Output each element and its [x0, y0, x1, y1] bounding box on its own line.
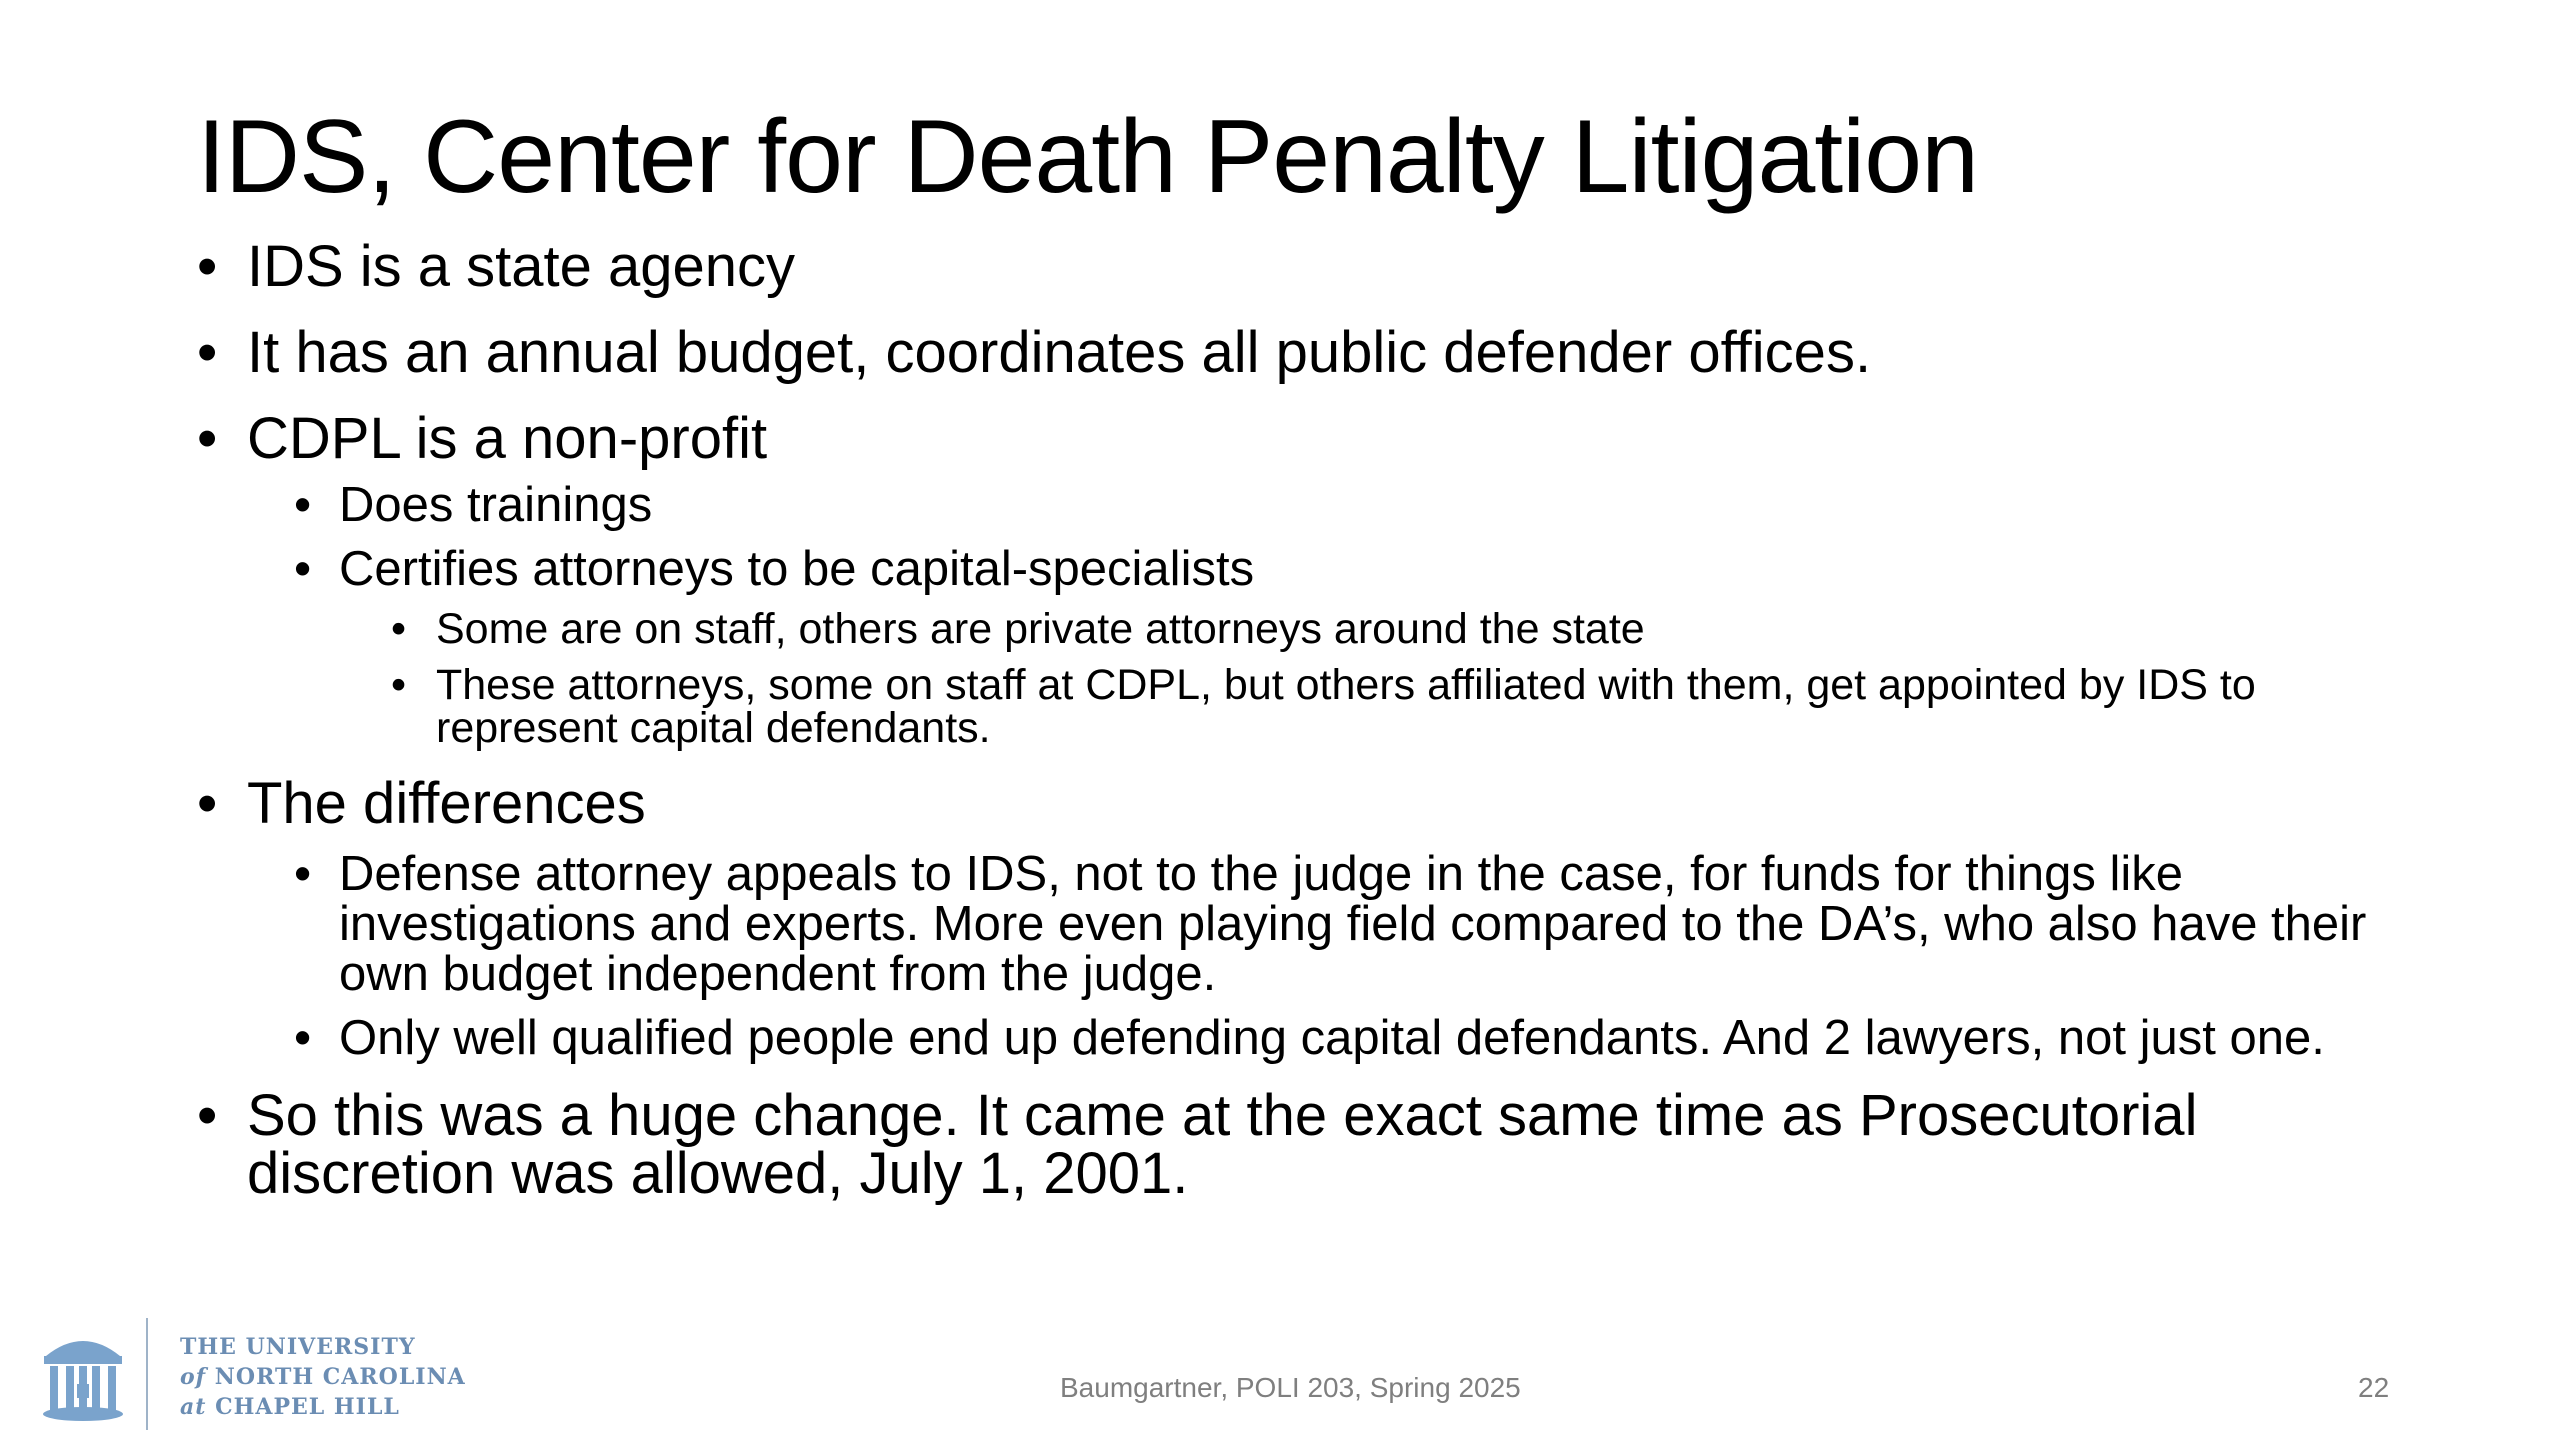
bullet-dot: • — [294, 847, 312, 901]
bullet-item — [197, 320, 2407, 385]
slide-title: IDS, Center for Death Penalty Litigation — [197, 99, 1978, 215]
bullet-item — [197, 771, 2407, 836]
bullet-text: So this was a huge change. It came at the exact same time as Prosecutorial discretion was allowed, July 1, 2001. — [247, 1083, 2198, 1206]
footer-text: Baumgartner, POLI 203, Spring 2025 — [1060, 1372, 1521, 1403]
logo-line-3-rest: CHAPEL HILL — [206, 1394, 400, 1420]
bullet-dot: • — [294, 478, 312, 532]
unc-logo — [40, 1318, 466, 1438]
bullet-dot: • — [197, 406, 218, 471]
bullet-dot: • — [294, 1011, 312, 1065]
logo-wordmark — [180, 1332, 466, 1422]
bullet-text: IDS is a state agency — [247, 234, 796, 299]
bullet-item — [197, 1083, 2407, 1206]
bullet-text: It has an annual budget, coordinates all public defender offices. — [247, 320, 1872, 385]
bullet-dot: • — [294, 542, 312, 596]
bullet-text: Some are on staff, others are private attorneys around the state — [436, 605, 1645, 653]
logo-line-3 — [180, 1392, 466, 1422]
bullet-dot: • — [391, 661, 407, 709]
bullet-text: Certifies attorneys to be capital-specialists — [339, 542, 1255, 596]
bullet-text: CDPL is a non-profit — [247, 406, 768, 471]
bullet-dot: • — [197, 234, 218, 299]
logo-line-2-rest: NORTH CAROLINA — [206, 1364, 466, 1390]
logo-line-2-prefix: of — [180, 1364, 207, 1390]
bullet-text: Does trainings — [339, 478, 653, 532]
bullet-dot: • — [197, 771, 218, 836]
bullet-text: The differences — [247, 771, 646, 836]
sub-bullet-item — [294, 480, 2407, 530]
bullet-text: Only well qualified people end up defending capital defendants. And 2 lawyers, not just one. — [339, 1011, 2325, 1065]
bullet-text: These attorneys, some on staff at CDPL, but others affiliated with them, get appointed by IDS to represent capital defendants. — [436, 661, 2256, 752]
bullet-dot: • — [197, 320, 218, 385]
bullet-item — [197, 406, 2407, 471]
sub-sub-bullet-item — [391, 605, 2407, 653]
logo-line-2 — [180, 1362, 466, 1392]
sub-bullet-item — [294, 1013, 2407, 1063]
bullet-dot: • — [197, 1083, 218, 1148]
slide-body — [197, 234, 2407, 1206]
logo-line-1: THE UNIVERSITY — [180, 1334, 416, 1360]
page-number: 22 — [2358, 1372, 2390, 1403]
bullet-dot: • — [391, 605, 407, 653]
sub-bullet-item — [294, 544, 2407, 594]
bullet-text: Defense attorney appeals to IDS, not to the judge in the case, for funds for things like investigations and experts. More even playing field compared to the DA’s, who also have their own budget independent from the judge. — [339, 847, 2367, 1001]
logo-line-3-prefix: at — [180, 1394, 207, 1420]
sub-bullet-item — [294, 849, 2407, 999]
sub-sub-bullet-item — [391, 661, 2407, 752]
logo-divider — [146, 1318, 148, 1430]
old-well-icon — [40, 1326, 126, 1422]
bullet-item — [197, 234, 2407, 299]
